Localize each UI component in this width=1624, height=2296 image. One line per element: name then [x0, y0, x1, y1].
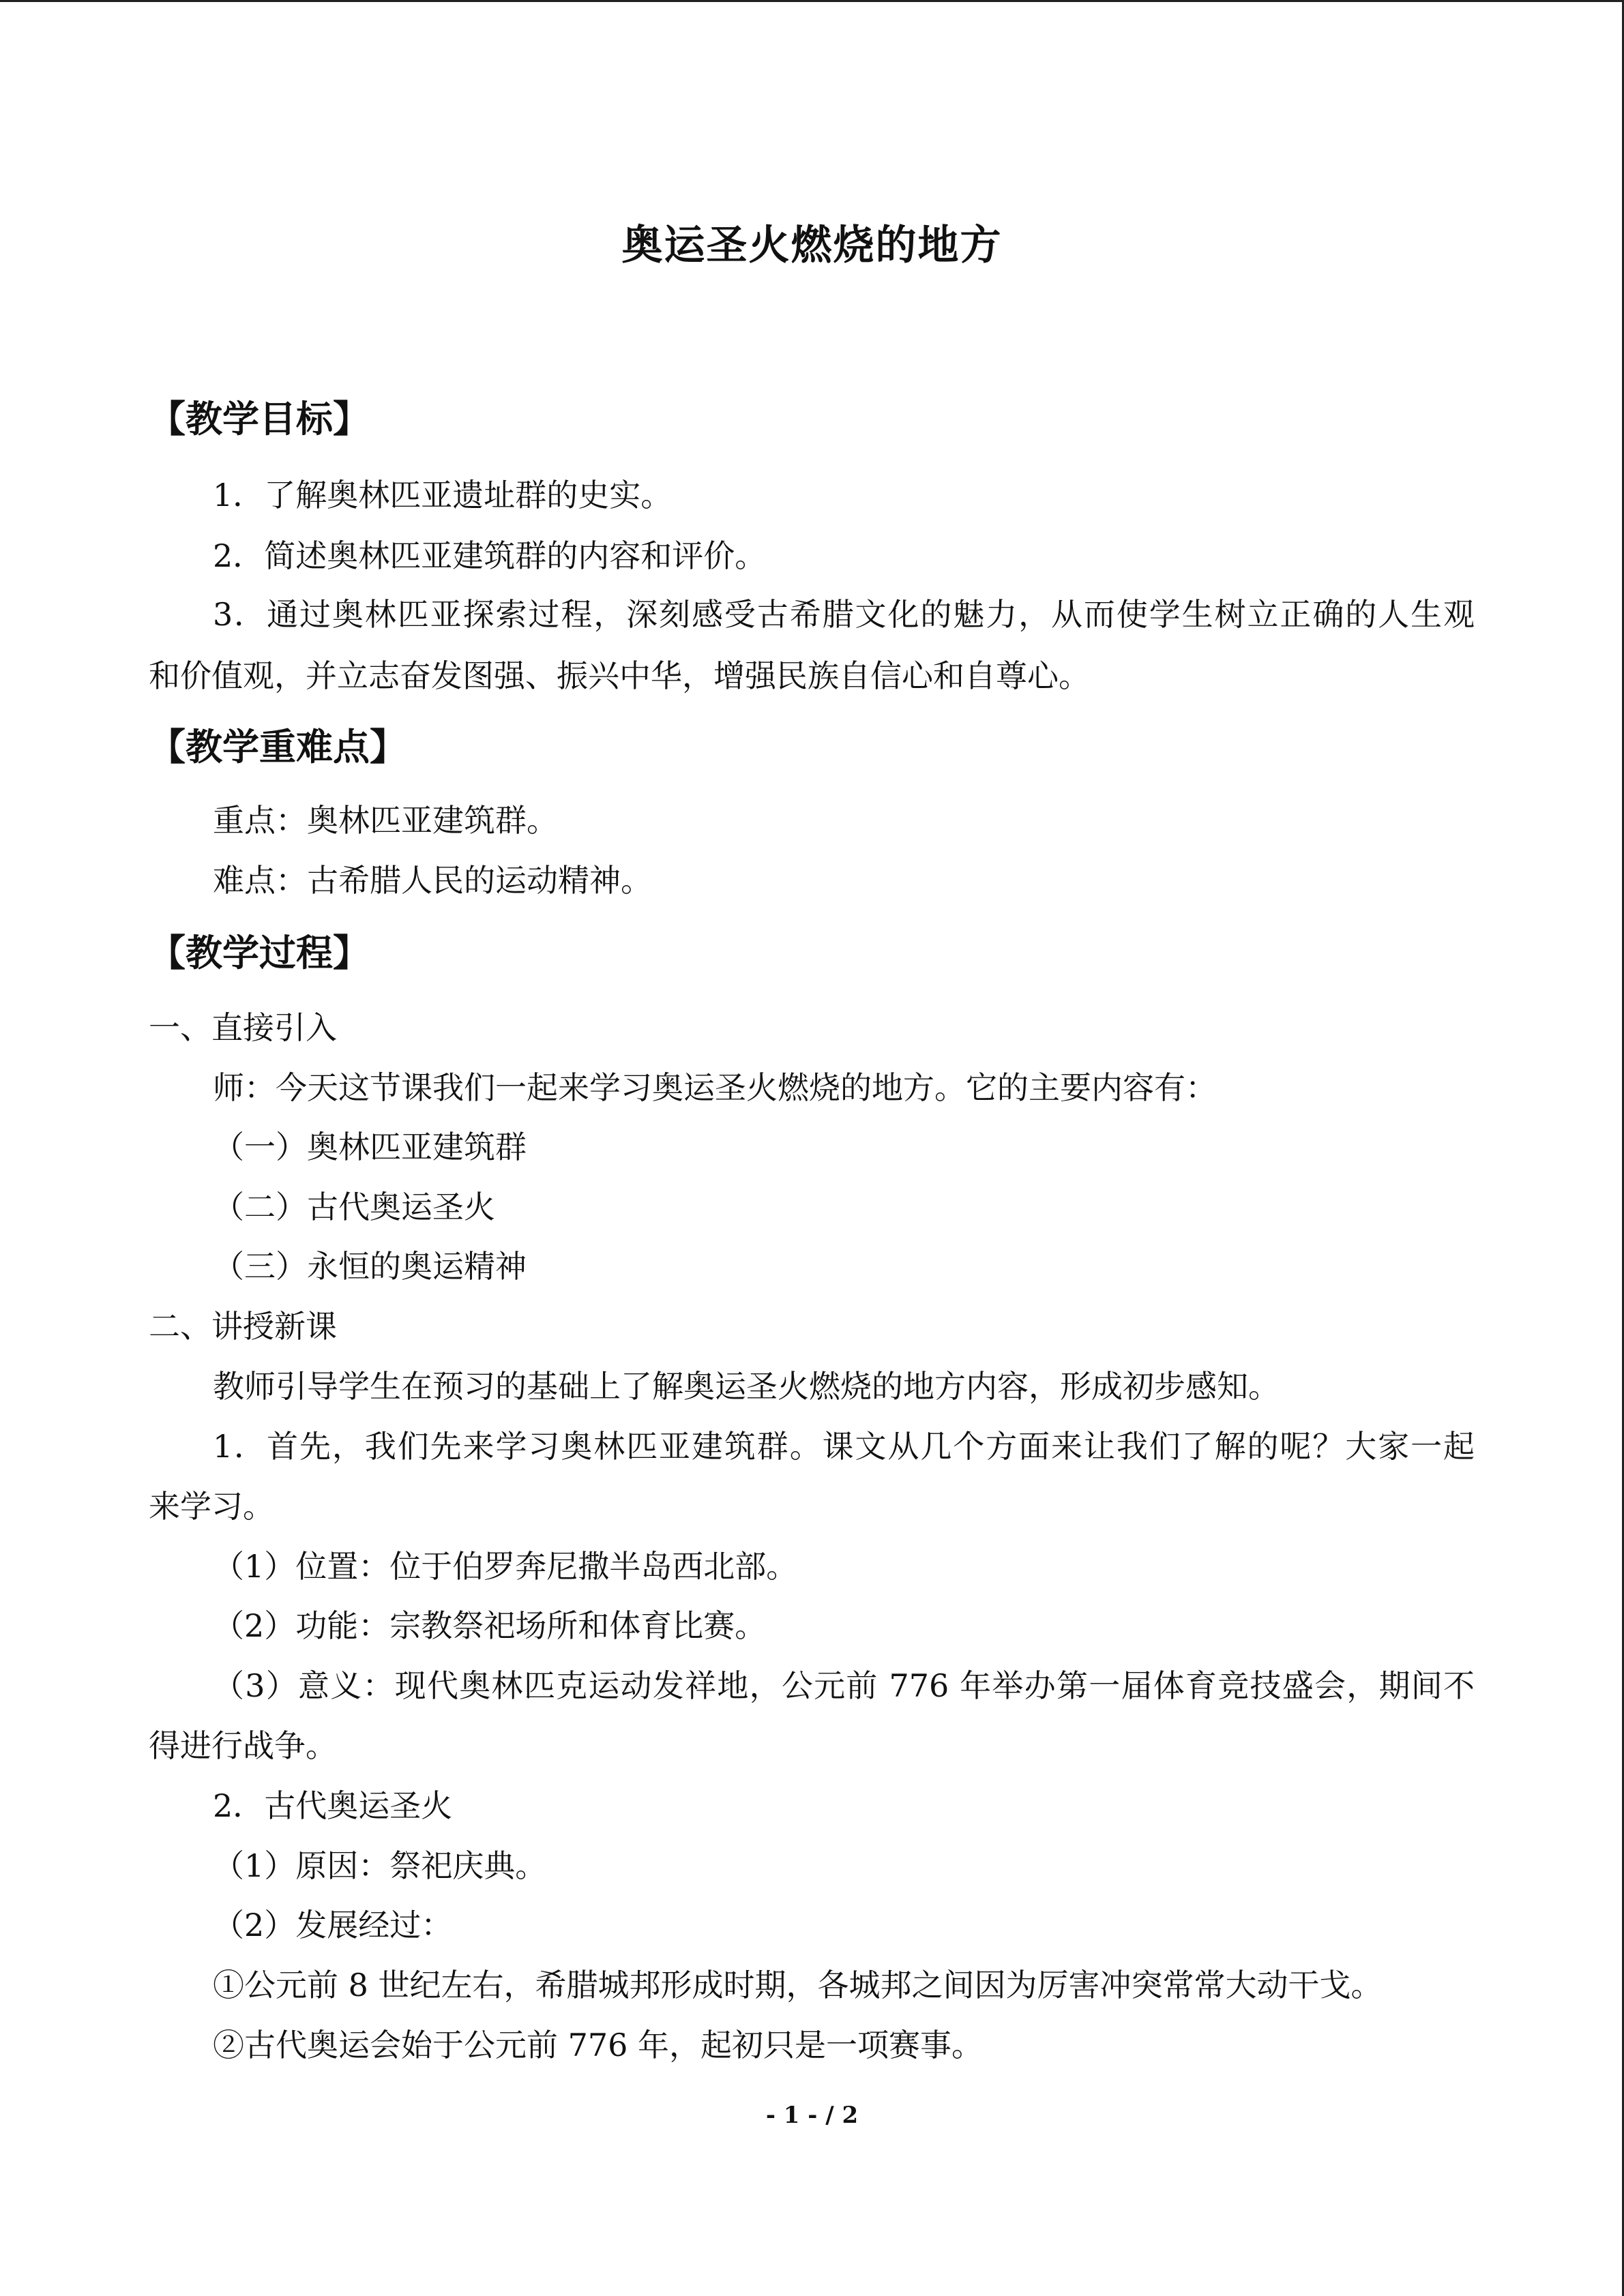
process-line: 1．首先，我们先来学习奥林匹亚建筑群。课文从几个方面来让我们了解的呢？大家一起 — [213, 1428, 1475, 1465]
process-line: （1）位置：位于伯罗奔尼撒半岛西北部。 — [213, 1548, 798, 1585]
difficult-point-item: 难点：古希腊人民的运动精神。 — [213, 862, 652, 899]
process-line: （1）原因：祭祀庆典。 — [213, 1847, 547, 1884]
process-line: （2）发展经过： — [213, 1907, 453, 1943]
objective-item-3-continued: 和价值观，并立志奋发图强、振兴中华，增强民族自信心和自尊心。 — [149, 657, 1090, 694]
process-line: ②古代奥运会始于公元前 776 年，起初只是一项赛事。 — [213, 2027, 984, 2063]
process-line: ①公元前 8 世纪左右，希腊城邦形成时期，各城邦之间因为厉害冲突常常大动干戈。 — [213, 1967, 1383, 2003]
process-line: （一）奥林匹亚建筑群 — [213, 1129, 527, 1165]
document-title: 奥运圣火燃烧的地方 — [621, 222, 1003, 269]
section-heading-process: 【教学过程】 — [149, 931, 370, 974]
process-line: 得进行战争。 — [149, 1727, 337, 1764]
process-line: 教师引导学生在预习的基础上了解奥运圣火燃烧的地方内容，形成初步感知。 — [213, 1368, 1280, 1405]
process-line: （3）意义：现代奥林匹克运动发祥地，公元前 776 年举办第一届体育竞技盛会，期间不 — [213, 1667, 1475, 1704]
process-line: （三）永恒的奥运精神 — [213, 1248, 527, 1285]
process-line: 一、直接引入 — [149, 1009, 337, 1046]
objective-item-2: 2．简述奥林匹亚建筑群的内容和评价。 — [213, 537, 767, 574]
objective-item-1: 1．了解奥林匹亚遗址群的史实。 — [213, 477, 673, 513]
page-border-top — [0, 0, 1624, 2]
process-line: 来学习。 — [149, 1488, 274, 1525]
section-heading-objectives: 【教学目标】 — [149, 398, 370, 441]
process-line: （二）古代奥运圣火 — [213, 1189, 495, 1225]
key-point-item: 重点：奥林匹亚建筑群。 — [213, 802, 558, 839]
section-heading-key-points: 【教学重难点】 — [149, 726, 407, 769]
page-number: - 1 - / 2 — [765, 2102, 859, 2129]
process-line: （2）功能：宗教祭祀场所和体育比赛。 — [213, 1607, 767, 1644]
process-line: 2．古代奥运圣火 — [213, 1787, 453, 1824]
process-line: 师：今天这节课我们一起来学习奥运圣火燃烧的地方。它的主要内容有： — [213, 1069, 1217, 1106]
process-line: 二、讲授新课 — [149, 1308, 337, 1345]
objective-item-3: 3．通过奥林匹亚探索过程，深刻感受古希腊文化的魅力，从而使学生树立正确的人生观 — [213, 596, 1475, 633]
